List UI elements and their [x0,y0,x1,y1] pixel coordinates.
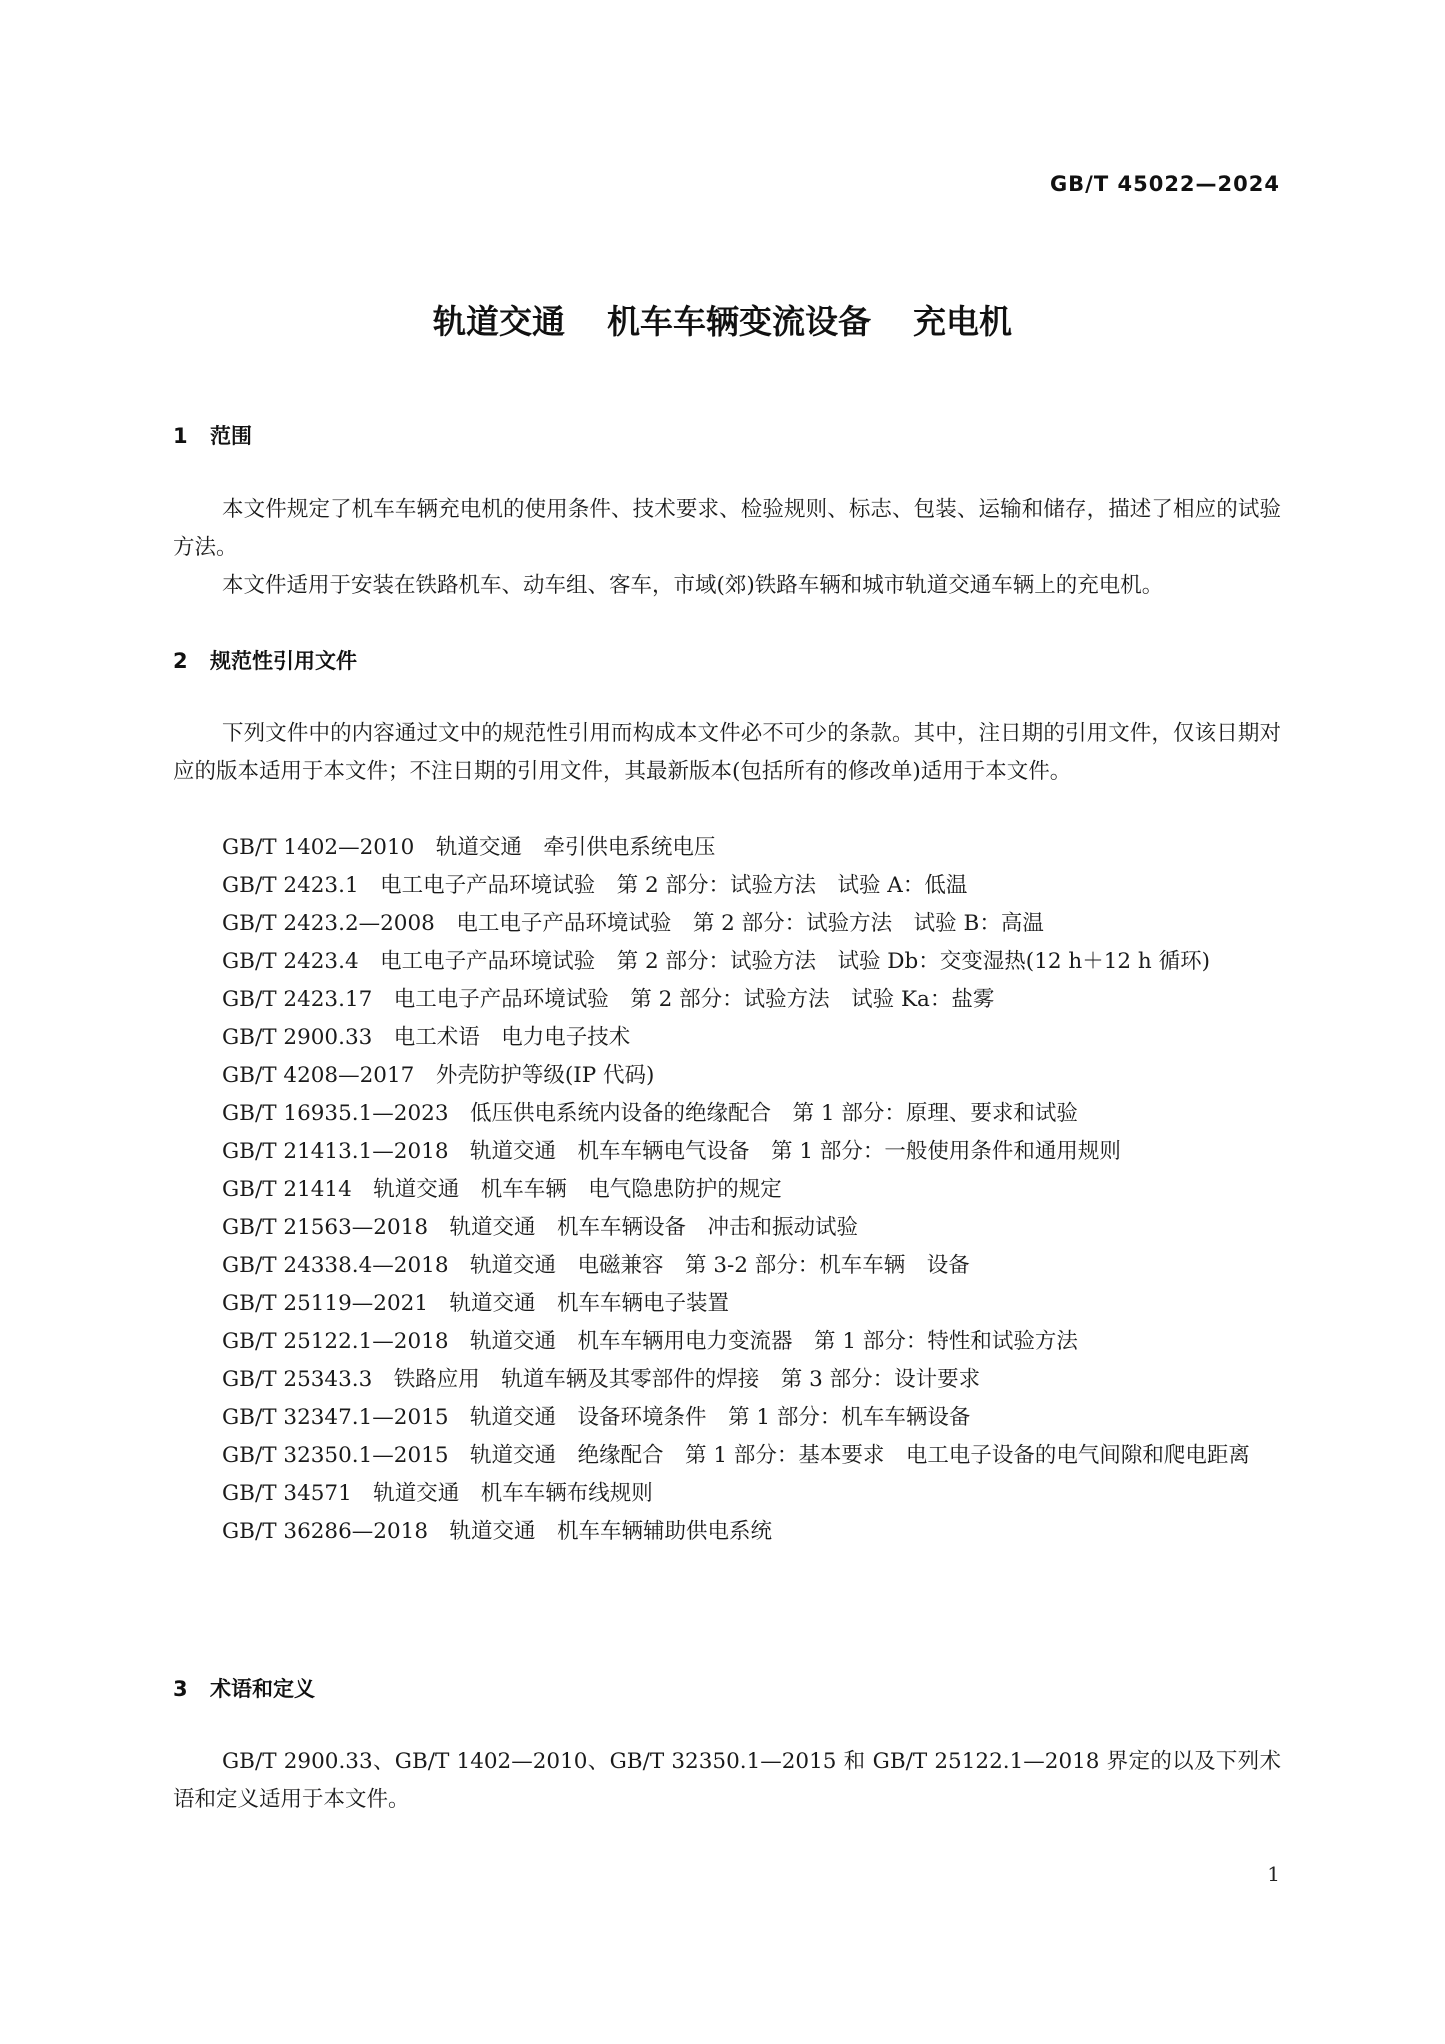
reference-item: GB/T 21563—2018 轨道交通 机车车辆设备 冲击和振动试验 [222,1215,859,1240]
reference-item: GB/T 36286—2018 轨道交通 机车车辆辅助供电系统 [222,1519,773,1544]
reference-item: GB/T 2423.1 电工电子产品环境试验 第 2 部分：试验方法 试验 A：低温 [222,873,968,898]
title-part-1: 轨道交通 [433,302,565,341]
reference-item: GB/T 2423.17 电工电子产品环境试验 第 2 部分：试验方法 试验 Ka：盐雾 [222,987,995,1012]
paragraph: 下列文件中的内容通过文中的规范性引用而构成本文件必不可少的条款。其中，注日期的引用文件，仅该日期对应的版本适用于本文件；不注日期的引用文件，其最新版本(包括所有的修改单)适用于本文件。 [173,721,1281,784]
page-number: 1 [1267,1862,1280,1886]
title-part-3: 充电机 [913,302,1012,341]
reference-item: GB/T 24338.4—2018 轨道交通 电磁兼容 第 3-2 部分：机车车辆 设备 [222,1253,970,1278]
title-part-2: 机车车辆变流设备 [607,302,871,341]
reference-item: GB/T 1402—2010 轨道交通 牵引供电系统电压 [222,835,716,860]
section-number: 3 [173,1677,188,1701]
paragraph: 本文件规定了机车车辆充电机的使用条件、技术要求、检验规则、标志、包装、运输和储存，描述了相应的试验方法。 [173,497,1281,560]
reference-item: GB/T 2900.33 电工术语 电力电子技术 [222,1025,631,1050]
section-title: 规范性引用文件 [210,649,357,673]
paragraph: GB/T 2900.33、GB/T 1402—2010、GB/T 32350.1—2015 和 GB/T 25122.1—2018 界定的以及下列术语和定义适用于本文件。 [173,1749,1281,1812]
section-title: 术语和定义 [210,1677,315,1701]
section-title: 范围 [210,424,252,448]
reference-item: GB/T 25119—2021 轨道交通 机车车辆电子装置 [222,1291,730,1316]
section-heading-terms-definitions [173,1673,315,1703]
reference-item: GB/T 21413.1—2018 轨道交通 机车车辆电气设备 第 1 部分：一般使用条件和通用规则 [222,1139,1121,1164]
section-number: 2 [173,649,188,673]
document-title [0,296,1445,343]
reference-item: GB/T 25122.1—2018 轨道交通 机车车辆用电力变流器 第 1 部分：特性和试验方法 [222,1329,1078,1354]
reference-item: GB/T 2423.2—2008 电工电子产品环境试验 第 2 部分：试验方法 试验 B：高温 [222,911,1044,936]
reference-item: GB/T 2423.4 电工电子产品环境试验 第 2 部分：试验方法 试验 Db：交变湿热(12 h＋12 h 循环) [222,949,1210,974]
section-number: 1 [173,424,188,448]
section-heading-scope [173,420,252,450]
reference-item: GB/T 32347.1—2015 轨道交通 设备环境条件 第 1 部分：机车车辆设备 [222,1405,971,1430]
reference-item: GB/T 4208—2017 外壳防护等级(IP 代码) [222,1063,655,1088]
section-heading-normative-references [173,645,357,675]
reference-item: GB/T 21414 轨道交通 机车车辆 电气隐患防护的规定 [222,1177,782,1202]
reference-item: GB/T 25343.3 铁路应用 轨道车辆及其零部件的焊接 第 3 部分：设计要求 [222,1367,981,1392]
standard-code: GB/T 45022—2024 [1049,172,1280,196]
reference-list [173,829,1281,1551]
reference-item: GB/T 16935.1—2023 低压供电系统内设备的绝缘配合 第 1 部分：原理、要求和试验 [222,1101,1078,1126]
paragraph: 本文件适用于安装在铁路机车、动车组、客车，市域(郊)铁路车辆和城市轨道交通车辆上的充电机。 [222,573,1164,598]
reference-item: GB/T 34571 轨道交通 机车车辆布线规则 [222,1481,653,1506]
reference-item: GB/T 32350.1—2015 轨道交通 绝缘配合 第 1 部分：基本要求 电工电子设备的电气间隙和爬电距离 [222,1443,1250,1468]
